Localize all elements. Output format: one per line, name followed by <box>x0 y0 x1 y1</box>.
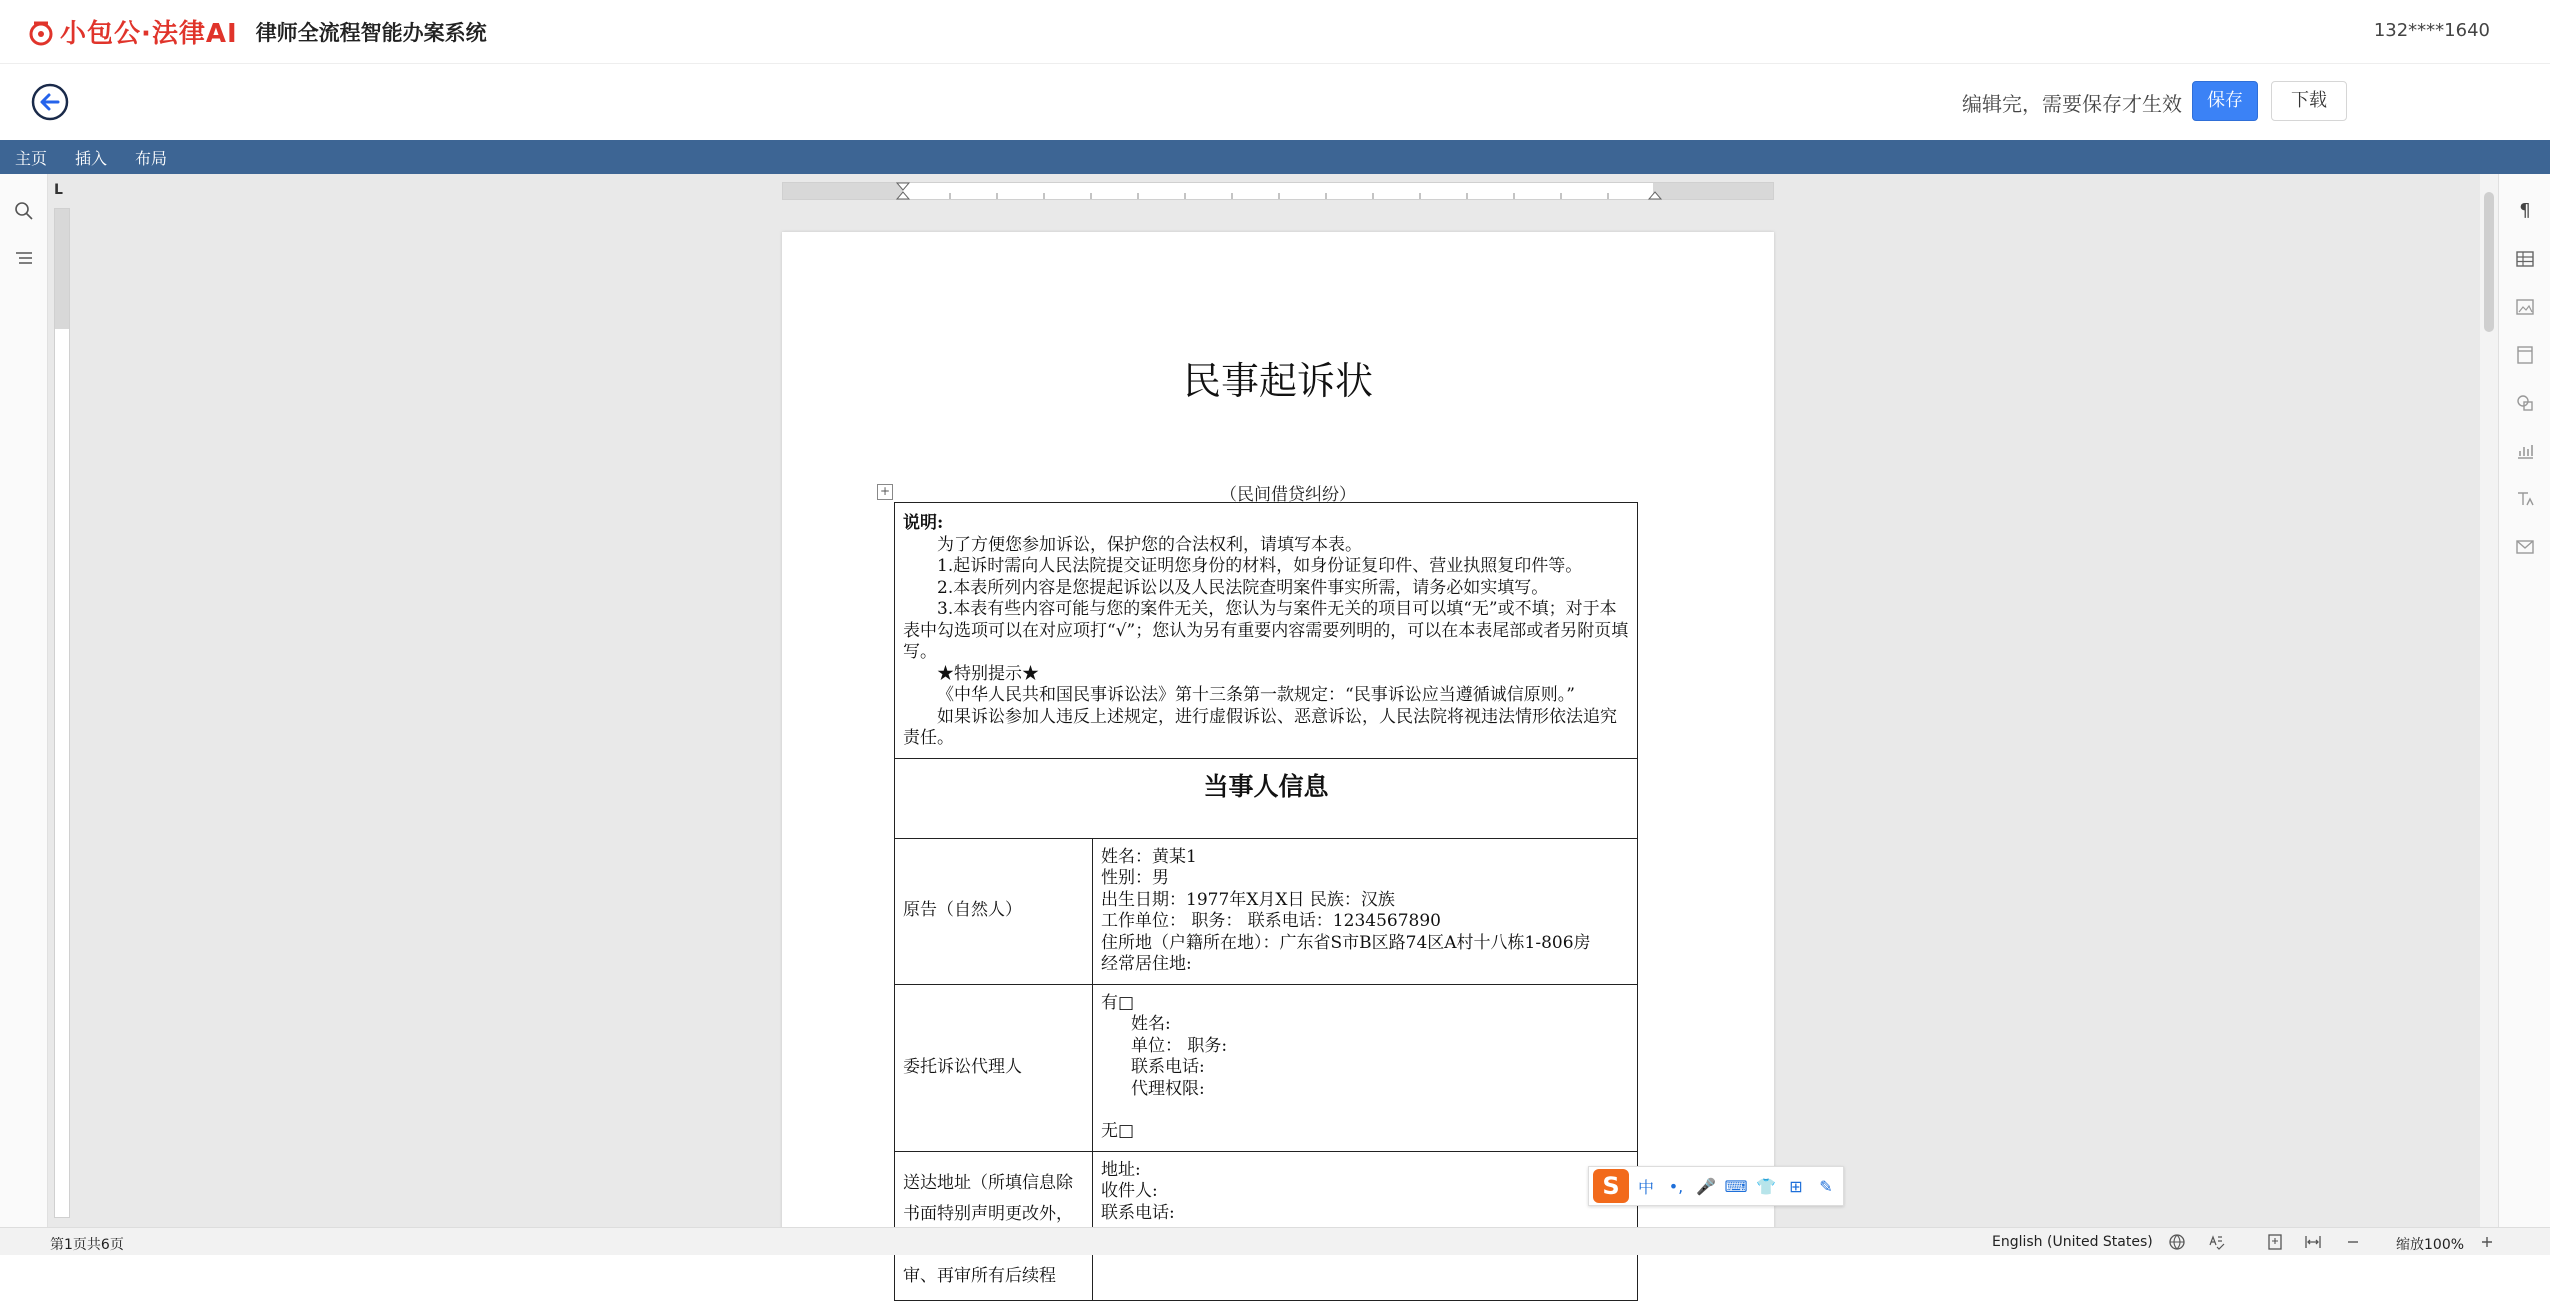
agent-line: 单位： 职务: <box>1131 1035 1228 1056</box>
special-notice-heading: ★特别提示★ <box>937 663 1039 684</box>
right-toolbar <box>2498 174 2550 1227</box>
plaintiff-label[interactable]: 原告（自然人） <box>895 838 1093 984</box>
ime-toolbox-icon[interactable]: ⊞ <box>1789 1176 1803 1196</box>
ime-keyboard-icon[interactable]: ⌨ <box>1724 1176 1748 1196</box>
agent-none-option: 无□ <box>1101 1121 1135 1141</box>
instruction-line: 1.起诉时需向人民法院提交证明您身份的材料，如身份证复印件、营业执照复印件等。 <box>937 556 1583 576</box>
scrollbar-thumb[interactable] <box>2484 192 2494 332</box>
ime-handwriting-icon[interactable]: ✎ <box>1819 1176 1833 1196</box>
save-hint: 编辑完，需要保存才生效 <box>1962 92 2182 116</box>
language-selector[interactable]: English (United States) <box>1992 1234 2153 1250</box>
status-bar <box>0 1227 2550 1255</box>
page-counter: 第1页共6页 <box>50 1237 124 1253</box>
sogou-ime-logo-icon[interactable]: S <box>1593 1169 1629 1203</box>
agent-line: 代理权限: <box>1131 1078 1205 1099</box>
save-button[interactable]: 保存 <box>2192 81 2258 121</box>
action-bar <box>0 64 2550 140</box>
table-row <box>895 503 1638 759</box>
menu-layout[interactable]: 布局 <box>135 148 168 168</box>
plaintiff-line: 住所地（户籍所在地）：广东省S市B区路74区A村十八栋1-806房 <box>1101 932 1591 953</box>
instruction-line: 如果诉讼参加人违反上述规定，进行虚假诉讼、恶意诉讼，人民法院将视违法情形依法追究责任。 <box>903 706 1617 748</box>
mail-icon[interactable] <box>2514 536 2536 558</box>
agent-info[interactable] <box>1093 984 1638 1151</box>
zoom-in-icon[interactable] <box>2478 1233 2496 1251</box>
instructions-cell[interactable] <box>895 503 1638 759</box>
service-line: 联系电话: <box>1101 1202 1175 1223</box>
menu-home[interactable]: 主页 <box>15 148 48 168</box>
search-icon[interactable] <box>13 200 35 222</box>
plaintiff-line: 工作单位： 职务： 联系电话：1234567890 <box>1101 911 1441 931</box>
table-row <box>895 984 1638 1151</box>
plaintiff-line: 经常居住地: <box>1101 954 1192 974</box>
tab-stop-selector[interactable]: L <box>54 182 63 198</box>
plaintiff-line: 姓名：黄某1 <box>1101 846 1197 867</box>
shapes-icon[interactable] <box>2514 392 2536 414</box>
instruction-line: 3.本表有些内容可能与您的案件无关，您认为与案件无关的项目可以填“无”或不填；对于本表中勾选项可以在对应项打“√”；您认为另有重要内容需要列明的，可以在本表尾部或者另附页填写。 <box>903 599 1629 662</box>
app-title: 律师全流程智能办案系统 <box>255 20 487 45</box>
service-address-info[interactable] <box>1093 1151 1638 1300</box>
logo-icon <box>26 17 56 47</box>
table-row <box>895 1151 1638 1300</box>
vertical-scrollbar[interactable] <box>2480 174 2498 1227</box>
service-line: 收件人: <box>1101 1181 1158 1201</box>
plaintiff-line: 出生日期：1977年X月X日 民族：汉族 <box>1101 889 1395 910</box>
logo-text: 小包公·法律AI <box>60 19 238 49</box>
header-footer-icon[interactable] <box>2514 344 2536 366</box>
menu-bar <box>0 140 2550 174</box>
fit-width-icon[interactable] <box>2304 1233 2322 1251</box>
horizontal-ruler[interactable] <box>782 182 1774 200</box>
user-account[interactable]: 132****1640 <box>2373 20 2490 41</box>
instruction-line: 《中华人民共和国民事诉讼法》第十三条第一款规定：“民事诉讼应当遵循诚信原则。” <box>937 685 1575 705</box>
agent-line: 姓名: <box>1131 1014 1171 1034</box>
table-move-handle-icon[interactable]: + <box>877 484 893 500</box>
vertical-ruler[interactable] <box>54 208 70 1218</box>
instructions-label: 说明: <box>903 513 944 533</box>
ime-punctuation-icon[interactable]: •, <box>1668 1176 1684 1196</box>
agent-line: 联系电话: <box>1131 1057 1205 1077</box>
complaint-table[interactable] <box>894 502 1638 1301</box>
paragraph-icon[interactable]: ¶ <box>2519 200 2531 221</box>
outline-icon[interactable] <box>13 248 35 270</box>
ruler-ticks <box>783 183 1775 199</box>
back-arrow-icon[interactable] <box>30 82 70 122</box>
ruler-top-margin <box>55 209 69 329</box>
left-toolbar <box>0 174 48 1227</box>
logo[interactable] <box>26 13 238 50</box>
service-line: 地址: <box>1101 1159 1141 1180</box>
zoom-out-icon[interactable] <box>2344 1233 2362 1251</box>
chart-icon[interactable] <box>2514 440 2536 462</box>
ime-toolbar[interactable] <box>1588 1166 1844 1206</box>
table-icon[interactable] <box>2514 248 2536 270</box>
agent-label[interactable]: 委托诉讼代理人 <box>895 984 1093 1151</box>
table-row <box>895 838 1638 984</box>
ime-chinese-mode[interactable]: 中 <box>1637 1177 1654 1197</box>
plaintiff-info[interactable] <box>1093 838 1638 984</box>
globe-icon[interactable] <box>2168 1233 2186 1251</box>
document-subtitle[interactable]: （民间借贷纠纷） <box>1220 485 1356 505</box>
table-row <box>895 758 1638 838</box>
instruction-line: 为了方便您参加诉讼，保护您的合法权利，请填写本表。 <box>937 534 1362 555</box>
zoom-level[interactable]: 缩放100% <box>2396 1237 2465 1253</box>
top-header <box>0 0 2550 64</box>
text-art-icon[interactable] <box>2514 488 2536 510</box>
document-title[interactable]: 民事起诉状 <box>1182 359 1373 403</box>
service-address-label[interactable]: 送达地址（所填信息除书面特别声明更改外， 审、再审所有后续程 <box>895 1151 1093 1300</box>
download-button[interactable]: 下载 <box>2271 81 2347 121</box>
fit-page-icon[interactable] <box>2266 1233 2284 1251</box>
spellcheck-icon[interactable] <box>2208 1233 2226 1251</box>
ime-skin-icon[interactable]: 👕 <box>1756 1176 1776 1196</box>
section-heading[interactable]: 当事人信息 <box>895 758 1638 838</box>
menu-insert[interactable]: 插入 <box>75 148 108 168</box>
plaintiff-line: 性别：男 <box>1101 868 1169 888</box>
image-icon[interactable] <box>2514 296 2536 318</box>
blank-line <box>1101 1100 1629 1121</box>
document-page[interactable] <box>782 232 1774 1286</box>
ime-voice-icon[interactable]: 🎤 <box>1696 1176 1716 1196</box>
agent-has-option: 有□ <box>1101 992 1135 1013</box>
instruction-line: 2.本表所列内容是您提起诉讼以及人民法院查明案件事实所需，请务必如实填写。 <box>937 577 1549 598</box>
